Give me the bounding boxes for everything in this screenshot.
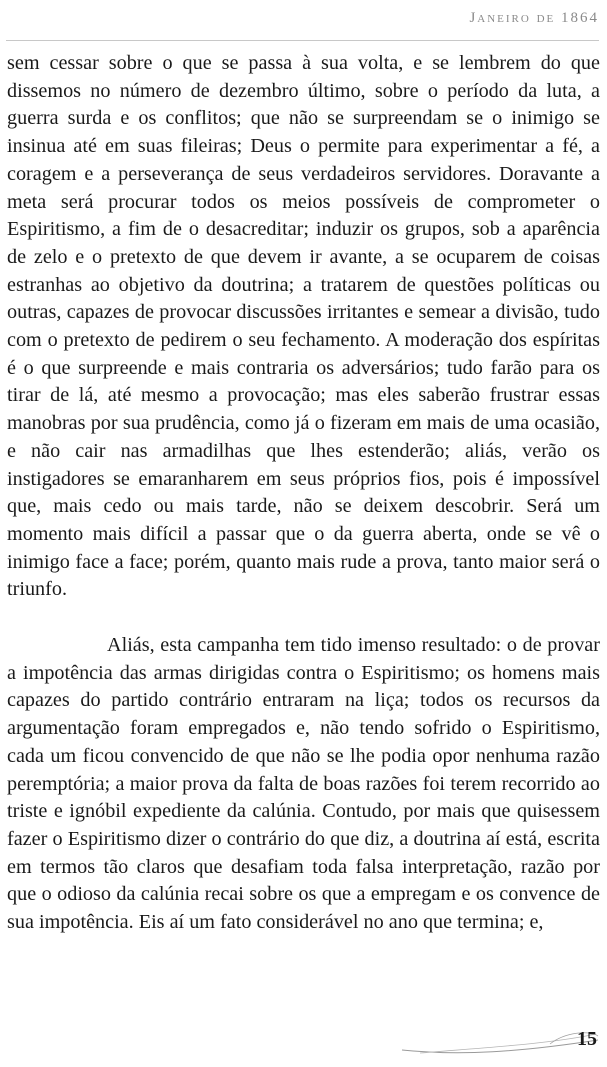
- page-body: [7, 50, 600, 937]
- page-number: 15: [577, 1028, 597, 1050]
- decorative-swash-icon: [400, 1022, 600, 1062]
- running-header: Janeiro de 1864: [469, 10, 599, 26]
- paragraph-1: sem cessar sobre o que se passa à sua volta, e se lembrem do que dissemos no número de dezembro último, sobre o período da luta, a guerra surda e os conflitos; que não se surpreendam se o inimigo se insinua até em suas fileiras; Deus o permite para experimentar a fé, a coragem e a perseverança de seus verdadeiros servidores. Doravante a meta será procurar todos os meios possíveis de comprometer o Espiritismo, a fim de o desacreditar; induzir os grupos, sob a aparência de zelo e o pretexto de que devem ir avante, a se ocuparem de coisas estranhas ao objetivo da doutrina; a tratarem de questões políticas ou outras, capazes de provocar discussões irritantes e semear a divisão, tudo com o pretexto de pedirem o seu fechamento. A moderação dos espíritas é o que surpreende e mais contraria os adversários; tudo farão para os tirar de lá, até mesmo a provocação; mas eles saberão frustrar essas manobras por sua prudência, como já o fizeram em mais de uma ocasião, e não cair nas armadilhas que lhes estenderão; aliás, verão os instigadores se emaranharem em seus próprios fios, pois é impossível que, mais cedo ou mais tarde, não se deixem descobrir. Será um momento mais difícil a passar que o da guerra aberta, onde se vê o inimigo face a face; porém, quanto mais rude a prova, tanto maior será o triunfo.: [7, 52, 600, 601]
- header-divider: [6, 40, 599, 41]
- paragraph-2: Aliás, esta campanha tem tido imenso resultado: o de provar a impotência das armas dirigidas contra o Espiritismo; os homens mais capazes do partido contrário entraram na liça; todos os recursos da argumentação foram empregados e, não tendo sofrido o Espiritismo, cada um ficou convencido de que não se lhe podia opor nenhuma razão peremptória; a maior prova da falta de boas razões foi terem recorrido ao triste e ignóbil expediente da calúnia. Contudo, por mais que quisessem fazer o Espiritismo dizer o contrário do que diz, a doutrina aí está, escrita em termos tão claros que desafiam toda falsa interpretação, razão por que o odioso da calúnia recai sobre os que a empregam e os convence de sua impotência. Eis aí um fato considerável no ano que termina; e,: [7, 634, 600, 934]
